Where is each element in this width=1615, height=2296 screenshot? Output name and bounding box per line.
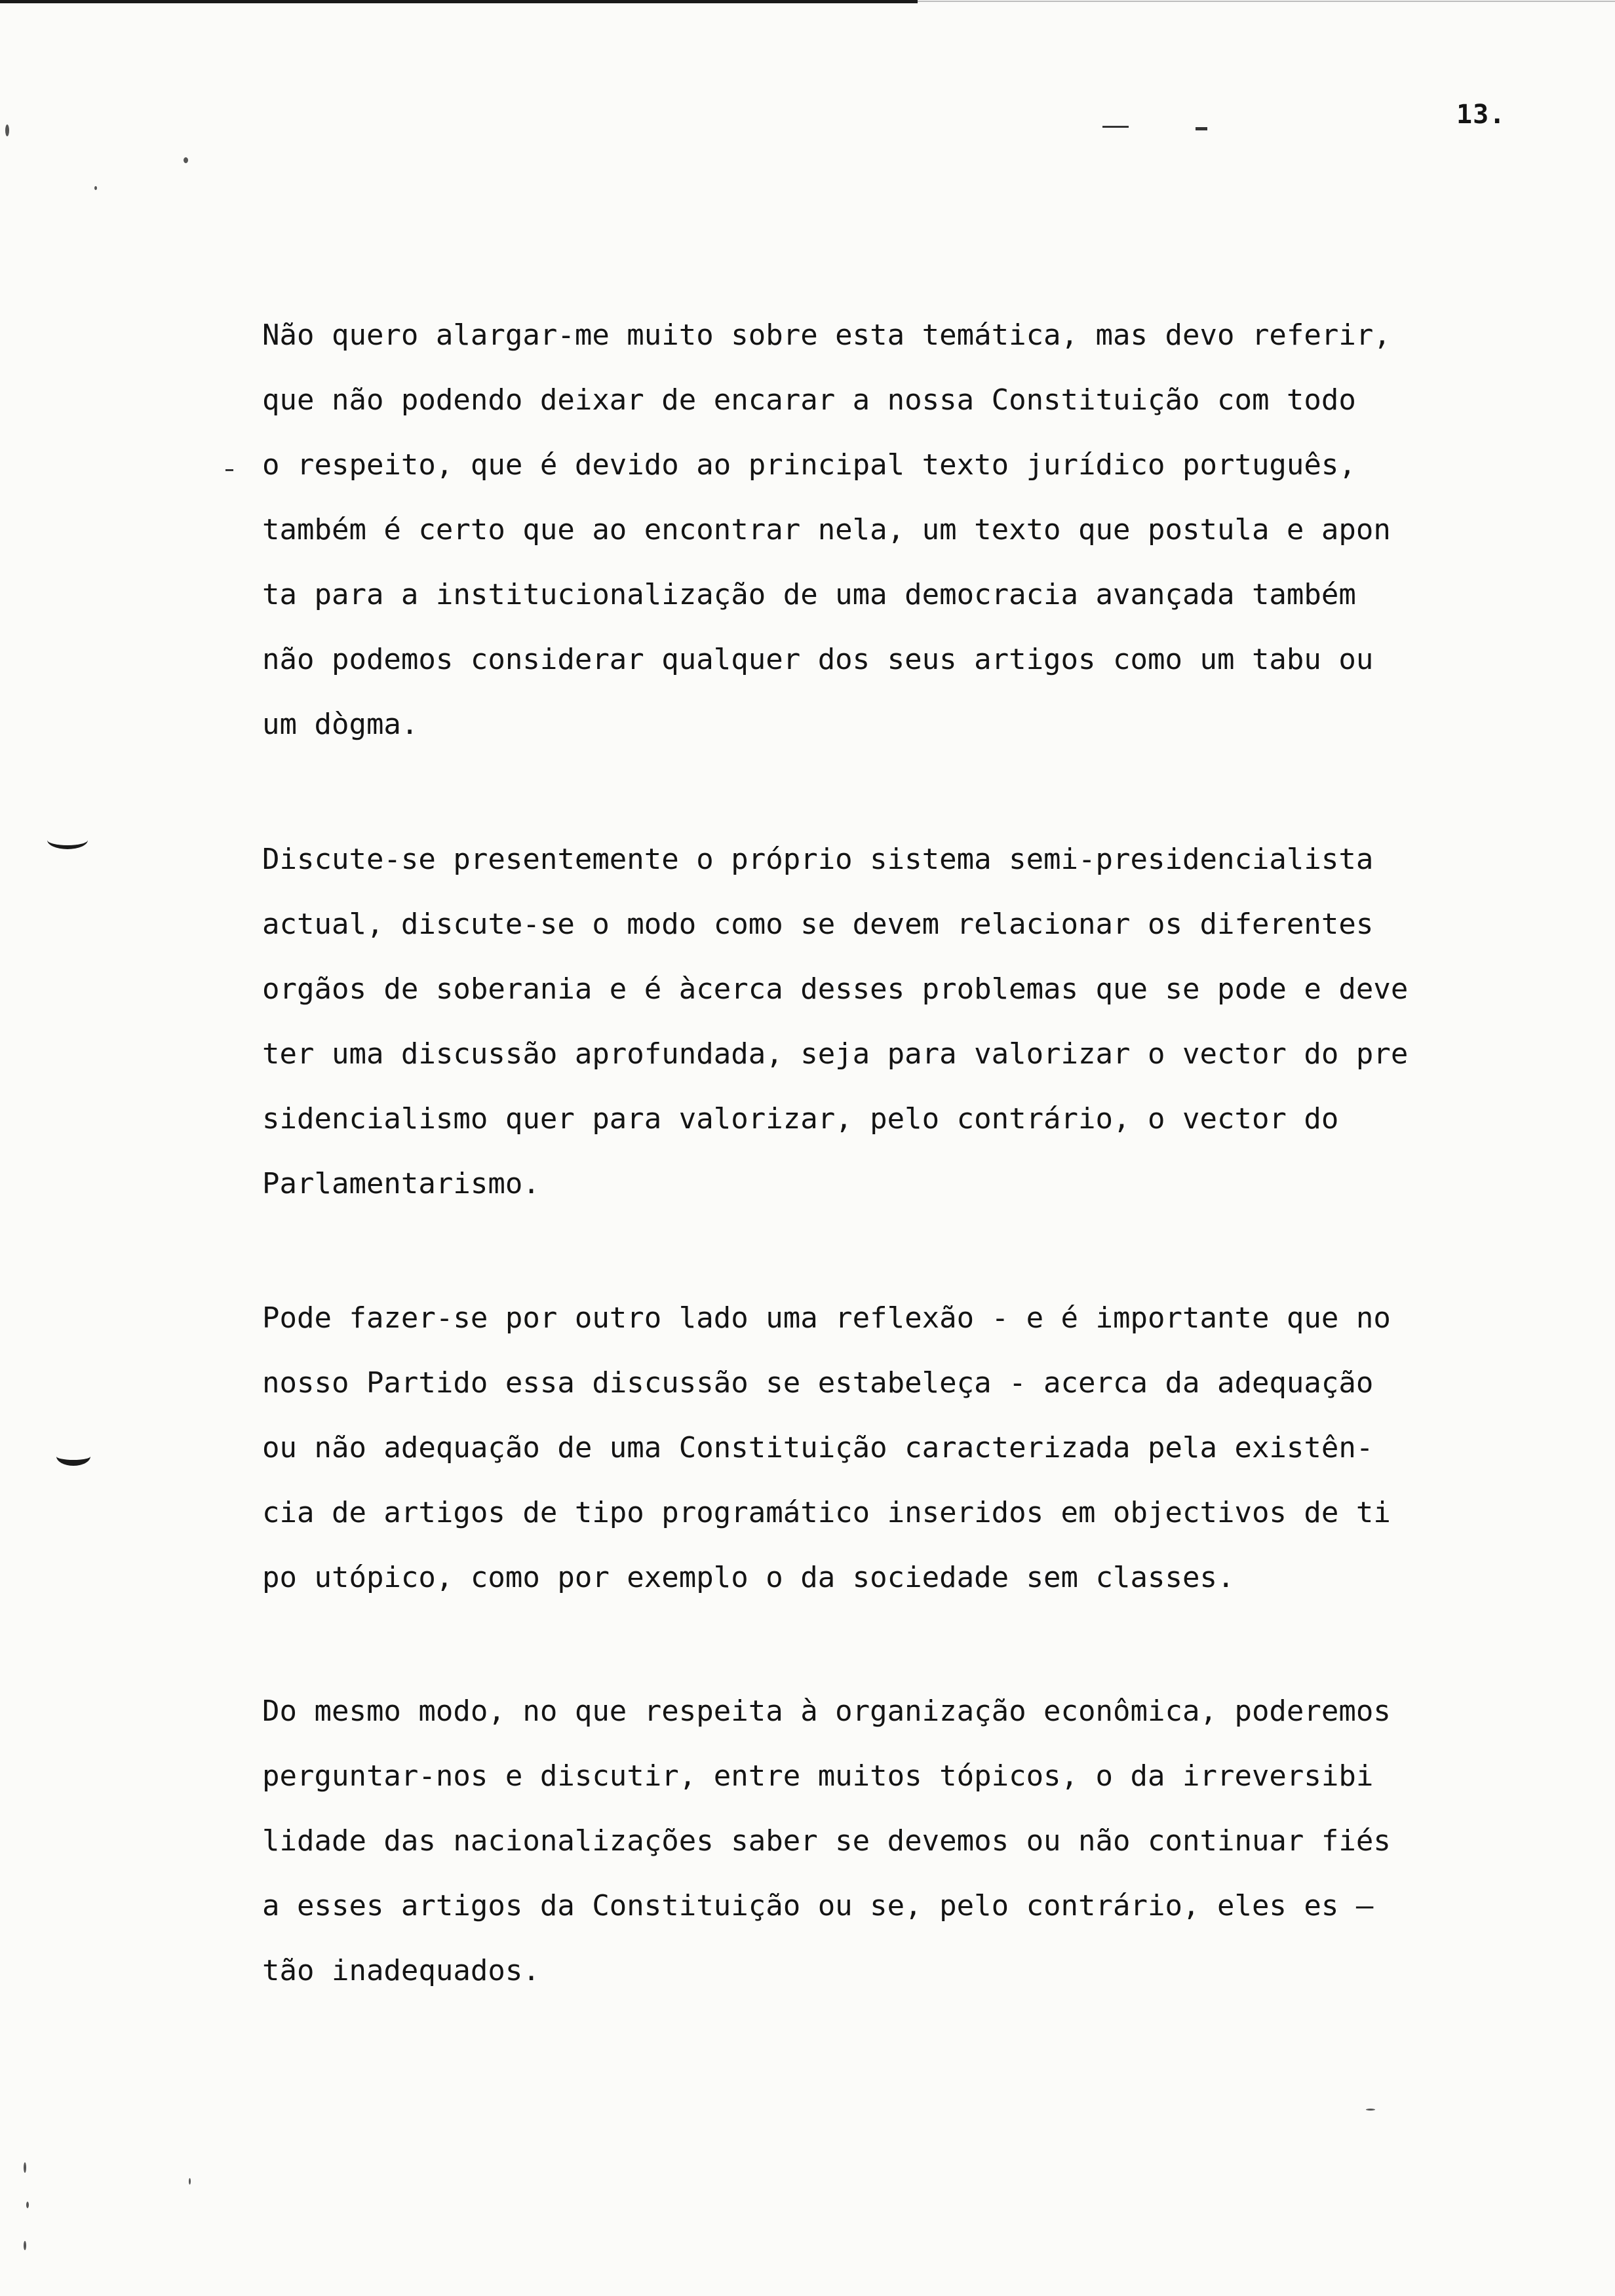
text-line: Parlamentarismo. bbox=[262, 1167, 540, 1200]
scan-speck bbox=[1102, 126, 1129, 128]
margin-check-mark bbox=[47, 831, 88, 849]
paragraph-4 bbox=[262, 1679, 1560, 2003]
scan-speck bbox=[1366, 2109, 1375, 2111]
text-line: ter uma discussão aprofundada, seja para valorizar o vector do pre bbox=[262, 1037, 1409, 1071]
scan-speck bbox=[26, 2202, 29, 2208]
paragraph-3 bbox=[262, 1286, 1560, 1610]
scan-speck bbox=[225, 469, 233, 471]
text-line: não podemos considerar qualquer dos seus artigos como um tabu ou bbox=[262, 643, 1374, 676]
text-line: Do mesmo modo, no que respeita à organização econômica, poderemos bbox=[262, 1694, 1391, 1728]
scan-speck bbox=[184, 157, 188, 163]
paragraph-2 bbox=[262, 827, 1560, 1216]
text-line: a esses artigos da Constituição ou se, pelo contrário, eles es — bbox=[262, 1889, 1374, 1923]
text-line: Não quero alargar-me muito sobre esta temática, mas devo referir, bbox=[262, 318, 1391, 352]
text-line: que não podendo deixar de encarar a nossa Constituição com todo bbox=[262, 383, 1356, 417]
text-line: ta para a institucionalização de uma democracia avançada também bbox=[262, 578, 1356, 611]
text-line: também é certo que ao encontrar nela, um texto que postula e apon bbox=[262, 513, 1391, 546]
scan-speck bbox=[94, 186, 97, 190]
text-line: um dògma. bbox=[262, 708, 419, 741]
text-line: o respeito, que é devido ao principal texto jurídico português, bbox=[262, 448, 1356, 482]
text-line: tão inadequados. bbox=[262, 1954, 540, 1987]
text-line: Discute-se presentemente o próprio sistema semi-presidencialista bbox=[262, 843, 1374, 876]
scan-speck bbox=[189, 2178, 191, 2185]
text-line: perguntar-nos e discutir, entre muitos tópicos, o da irreversibi bbox=[262, 1759, 1374, 1793]
top-border-rule bbox=[0, 0, 918, 3]
scan-speck bbox=[24, 2241, 26, 2250]
text-line: orgãos de soberania e é àcerca desses problemas que se pode e deve bbox=[262, 972, 1409, 1006]
text-line: lidade das nacionalizações saber se devemos ou não continuar fiés bbox=[262, 1824, 1391, 1858]
scan-speck bbox=[1196, 127, 1207, 130]
margin-check-mark bbox=[56, 1447, 90, 1466]
text-line: actual, discute-se o modo como se devem relacionar os diferentes bbox=[262, 908, 1374, 941]
text-line: po utópico, como por exemplo o da sociedade sem classes. bbox=[262, 1561, 1235, 1594]
text-line: sidencialismo quer para valorizar, pelo contrário, o vector do bbox=[262, 1102, 1339, 1136]
text-line: nosso Partido essa discussão se estabeleça - acerca da adequação bbox=[262, 1366, 1374, 1400]
text-line: ou não adequação de uma Constituição caracterizada pela existên- bbox=[262, 1431, 1374, 1464]
top-border-rule-faint bbox=[918, 1, 1615, 2]
scan-speck bbox=[5, 124, 9, 136]
scan-speck bbox=[24, 2162, 26, 2173]
paragraph-1 bbox=[262, 303, 1560, 757]
text-line: cia de artigos de tipo programático inseridos em objectivos de ti bbox=[262, 1496, 1391, 1529]
text-line: Pode fazer-se por outro lado uma reflexão - e é importante que no bbox=[262, 1301, 1391, 1335]
page-number: 13. bbox=[1456, 100, 1506, 130]
